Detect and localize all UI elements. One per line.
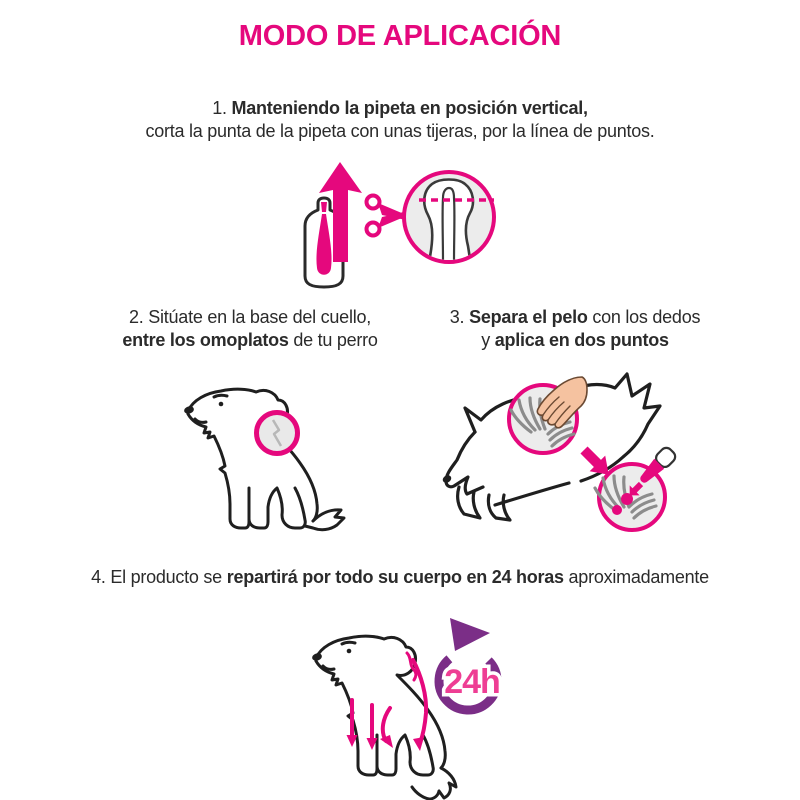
step1-illustration	[293, 158, 513, 293]
step3-bold2: aplica en dos puntos	[494, 329, 669, 350]
step2-bold: entre los omoplatos	[122, 329, 289, 350]
step2-line2: entre los omoplatos de tu perro	[122, 329, 378, 350]
step3-illustration	[435, 368, 697, 550]
pipette-tip-outline	[424, 180, 473, 263]
step4-bold: repartirá por todo su cuerpo en 24 horas	[226, 567, 564, 587]
step3-number: 3.	[449, 307, 470, 327]
pipette-tip-zoom-circle	[404, 172, 494, 262]
step2-line1: 2. Sitúate en la base del cuello,	[129, 307, 371, 327]
24h-label: 24h	[444, 663, 500, 701]
step2-illustration	[180, 380, 360, 540]
step3-line2: y aplica en dos puntos	[481, 329, 669, 350]
page-title: MODO DE APLICACIÓN	[238, 20, 562, 52]
step1-bold: Manteniendo la pipeta en posición vertical,	[231, 98, 588, 118]
drop-dot	[621, 493, 633, 505]
step4-text: 4. El producto se repartirá por todo su cuerpo en 24 horas aproximadamente	[91, 567, 709, 587]
step3-line1: 3. Separa el pelo con los dedos	[449, 307, 701, 327]
zoom-circle-application	[595, 445, 678, 530]
dog-sitting-icon	[183, 389, 344, 529]
step1-line2: corta la punta de la pipeta con unas tijeras, por la línea de puntos.	[145, 120, 655, 141]
step3-text	[425, 306, 725, 351]
step1-line1	[0, 97, 800, 120]
step1-number: 1.	[212, 98, 232, 118]
circular-arrow-head	[450, 618, 490, 651]
zoom-circle-hand	[509, 377, 587, 453]
drop-dot	[612, 505, 622, 515]
step1-text	[0, 97, 800, 142]
24h-badge	[439, 618, 500, 710]
step3-bold1: Separa el pelo	[469, 307, 588, 327]
step2-text	[95, 306, 405, 351]
neck-target-circle	[257, 413, 298, 454]
step4-illustration	[300, 613, 535, 800]
